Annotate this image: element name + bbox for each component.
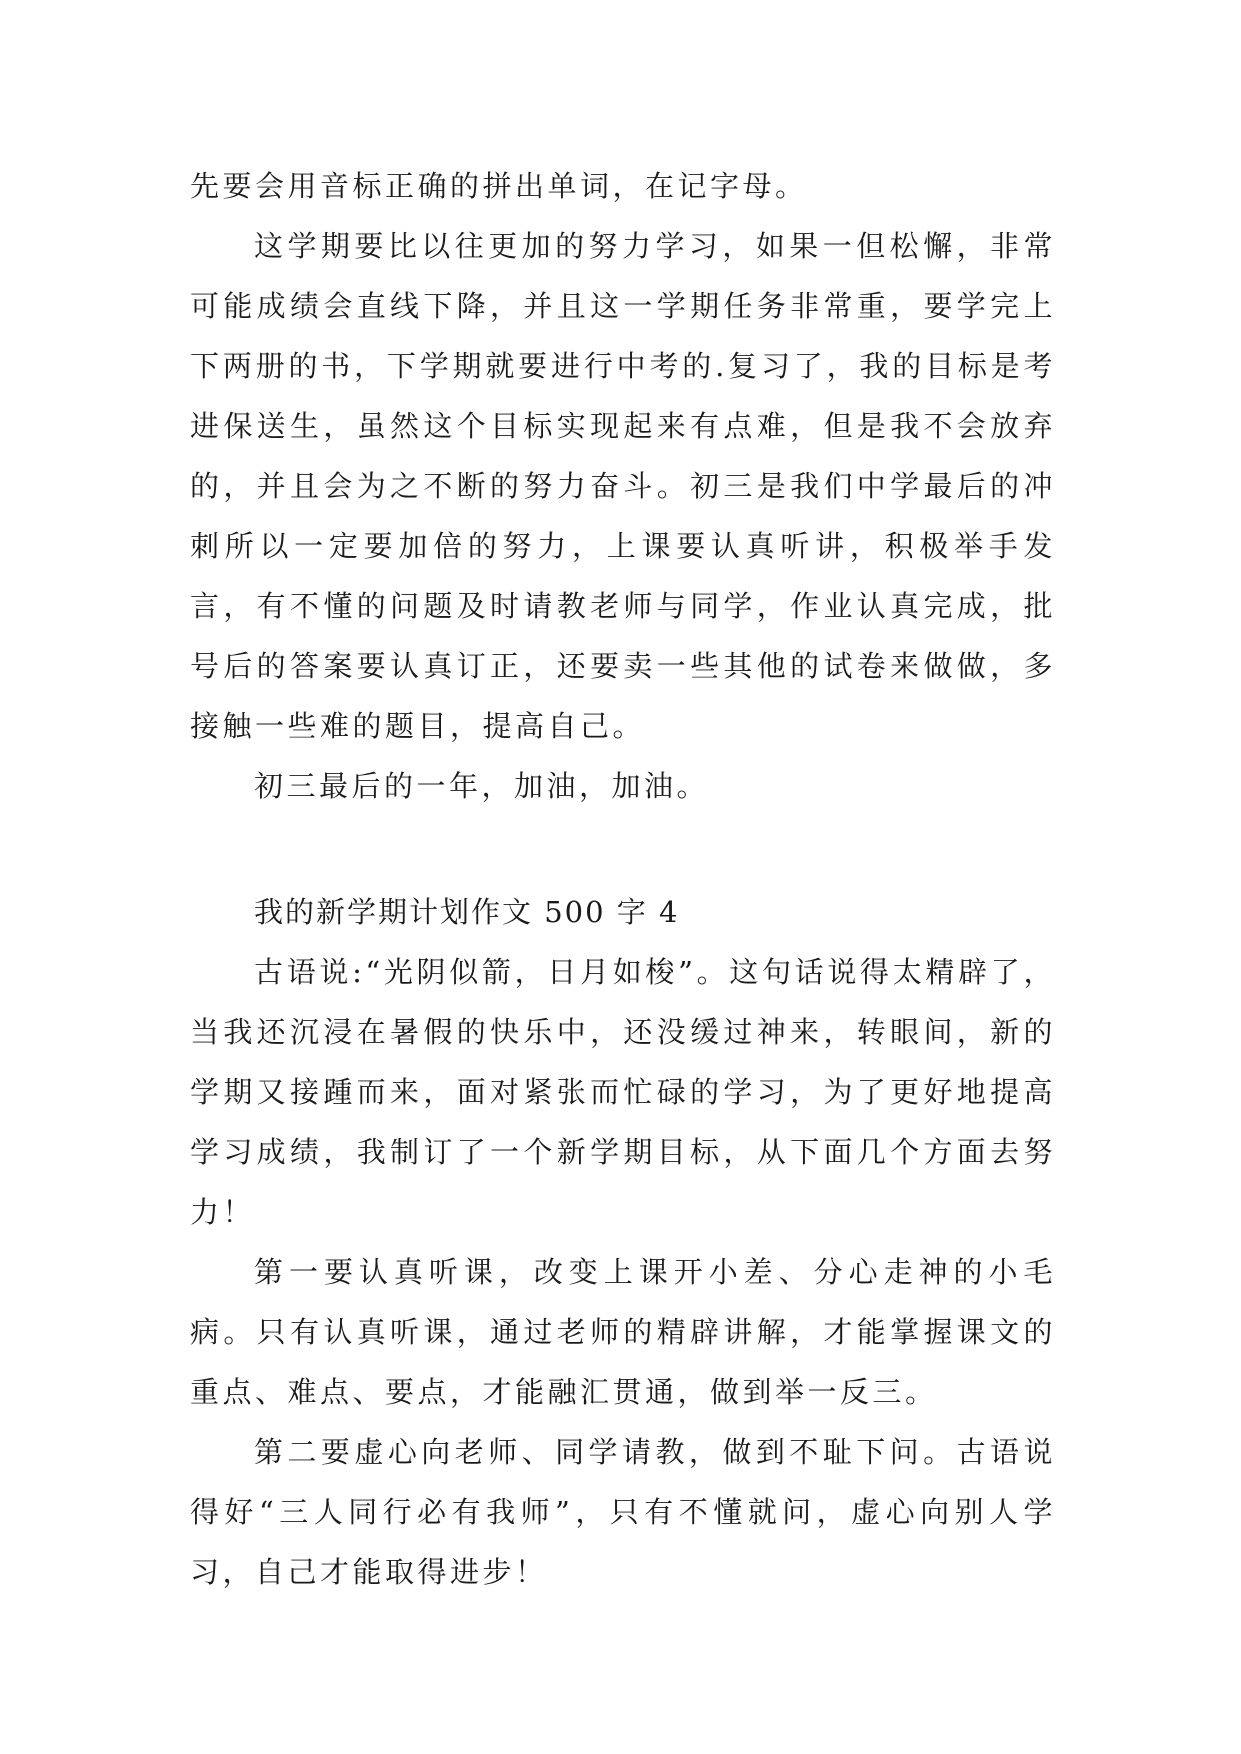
- paragraph-proverb: 古语说:“光阴似箭，日月如梭”。这句话说得太精辟了，当我还沉浸在暑假的快乐中，还没缓过神来，转眼间，新的学期又接踵而来，面对紧张而忙碌的学习，为了更好地提高学习成绩，我制订了一个新学期目标，从下面几个方面去努力！: [190, 955, 1056, 1229]
- paragraph-first-point: 第一要认真听课，改变上课开小差、分心走神的小毛病。只有认真听课，通过老师的精辟讲解，才能掌握课文的重点、难点、要点，才能融汇贯通，做到举一反三。: [190, 1255, 1056, 1409]
- paragraph-second-point: 第二要虚心向老师、同学请教，做到不耻下问。古语说得好“三人同行必有我师”，只有不懂就问，虚心向别人学习，自己才能取得进步！: [190, 1435, 1056, 1589]
- document-body: [190, 156, 1056, 1602]
- paragraph-continued: 先要会用音标正确的拼出单词，在记字母。: [190, 169, 808, 203]
- paragraph-cheer: 初三最后的一年，加油，加油。: [254, 769, 710, 803]
- section-spacer: [190, 816, 1056, 882]
- section-heading: 我的新学期计划作文 500 字 4: [254, 895, 680, 929]
- paragraph-semester-effort: 这学期要比以往更加的努力学习，如果一但松懈，非常可能成绩会直线下降，并且这一学期任务非常重，要学完上下两册的书，下学期就要进行中考的.复习了，我的目标是考进保送生，虽然这个目标实现起来有点难，但是我不会放弃的，并且会为之不断的努力奋斗。初三是我们中学最后的冲刺所以一定要加倍的努力，上课要认真听讲，积极举手发言，有不懂的问题及时请教老师与同学，作业认真完成，批号后的答案要认真订正，还要卖一些其他的试卷来做做，多接触一些难的题目，提高自己。: [190, 229, 1056, 743]
